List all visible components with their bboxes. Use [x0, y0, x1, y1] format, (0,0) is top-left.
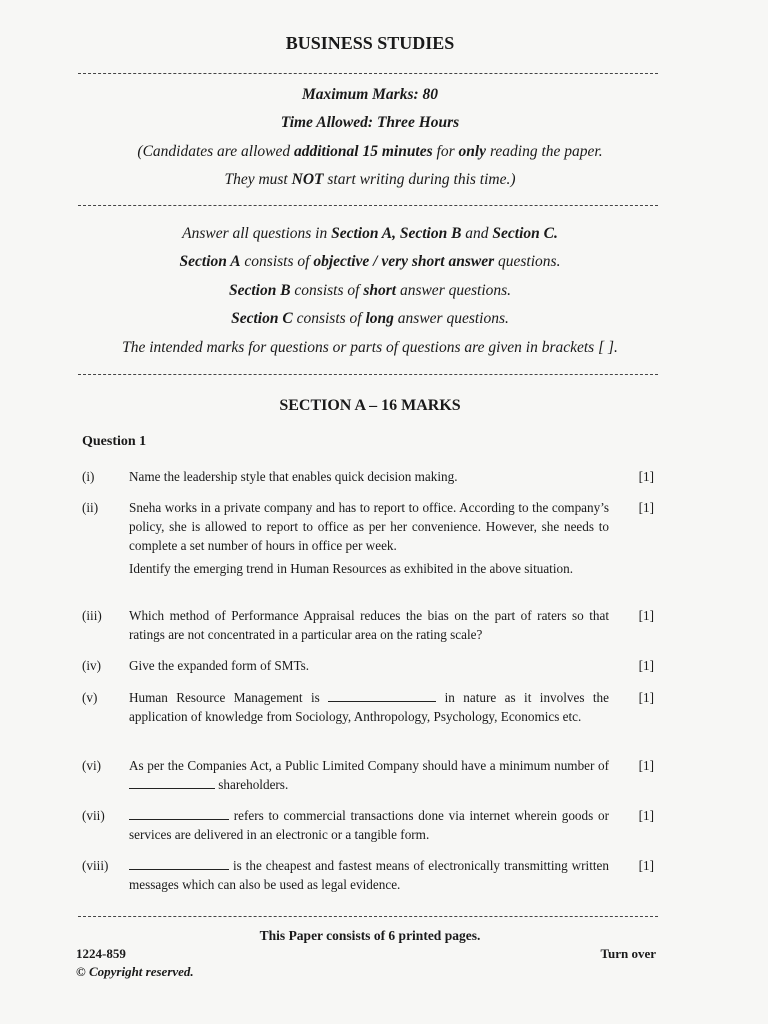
instr-part: and — [461, 225, 493, 242]
divider — [78, 205, 658, 206]
item-marks: [1] — [638, 500, 654, 515]
item-text-post: refers to commercial transactions done via internet wherein goods or services are delivered in an electronic or a tangible form. — [129, 808, 609, 842]
instr-part: consists of — [240, 253, 314, 270]
item-text — [129, 688, 609, 726]
answer-blank — [328, 689, 436, 702]
answer-blank — [129, 807, 229, 820]
item-text-pre: As per the Companies Act, a Public Limited Company should have a minimum number of — [129, 758, 609, 773]
answer-blank — [129, 776, 215, 789]
divider — [78, 916, 658, 917]
instruction-line-2 — [60, 253, 680, 271]
instr-emphasis: short — [363, 282, 397, 299]
item-number: (ii) — [82, 500, 99, 515]
pages-note: This Paper consists of 6 printed pages. — [259, 928, 481, 943]
item-text-post: shareholders. — [215, 777, 289, 792]
divider — [78, 374, 658, 375]
note-part: They must — [224, 171, 292, 188]
instr-emphasis: objective / very short answer — [313, 253, 495, 270]
item-text — [129, 806, 609, 844]
note-emphasis: only — [458, 143, 487, 160]
item-number: (v) — [82, 690, 98, 705]
item-number: (iii) — [82, 608, 102, 623]
item-paragraph: Sneha works in a private company and has to report to office. According to the company’s policy, she is allowed to report to office as per her convenience. However, she needs to complete a set number of hours in office per week. — [129, 500, 609, 553]
instr-emphasis: Section A — [179, 253, 241, 270]
item-text-post: is the cheapest and fastest means of electronically transmitting written messages which can also be used as legal evidence. — [129, 858, 609, 892]
item-marks: [1] — [638, 658, 654, 673]
turn-over-label: Turn over — [600, 946, 656, 961]
instr-emphasis: Section A, Section B — [331, 225, 462, 242]
instr-part: consists of — [292, 310, 366, 327]
item-text-pre: Human Resource Management is — [129, 690, 329, 705]
paper-title: BUSINESS STUDIES — [285, 33, 455, 53]
divider — [78, 73, 658, 74]
item-text — [129, 498, 609, 578]
item-text-post: in nature as it involves the application of knowledge from Sociology, Anthropology, Psychology, Economics etc. — [129, 690, 609, 724]
note-part: reading the paper. — [486, 143, 603, 160]
note-part: (Candidates are allowed — [137, 143, 294, 160]
item-number: (viii) — [82, 858, 109, 873]
time-allowed: Time Allowed: Three Hours — [280, 114, 460, 131]
item-text: Which method of Performance Appraisal reduces the bias on the part of raters so that ratings are not concentrated in a particular area on the rating scale? — [129, 608, 609, 642]
item-number: (vi) — [82, 758, 102, 773]
note-part: for — [432, 143, 459, 160]
item-number: (iv) — [82, 658, 102, 673]
paper-code: 1224-859 — [76, 946, 126, 961]
note-emphasis: additional 15 minutes — [293, 143, 433, 160]
item-number: (i) — [82, 469, 95, 484]
instr-part: Answer all questions in — [182, 225, 332, 242]
instr-part: answer questions. — [393, 310, 509, 327]
copyright-notice: © Copyright reserved. — [76, 964, 194, 979]
item-marks: [1] — [638, 758, 654, 773]
instr-emphasis: Section C — [231, 310, 293, 327]
item-marks: [1] — [638, 469, 654, 484]
instruction-line-3 — [60, 282, 680, 300]
section-title: SECTION A – 16 MARKS — [279, 397, 461, 414]
item-marks: [1] — [638, 608, 654, 623]
item-text: Give the expanded form of SMTs. — [129, 658, 310, 673]
instr-emphasis: long — [365, 310, 394, 327]
instr-part: consists of — [290, 282, 364, 299]
note-emphasis: NOT — [291, 171, 324, 188]
item-marks: [1] — [638, 858, 654, 873]
instr-emphasis: Section C. — [492, 225, 558, 242]
instruction-line-4 — [60, 310, 680, 328]
item-text — [129, 856, 609, 894]
item-number: (vii) — [82, 808, 105, 823]
item-marks: [1] — [638, 808, 654, 823]
item-text — [129, 756, 609, 794]
question-heading: Question 1 — [82, 434, 147, 449]
note-part: start writing during this time.) — [323, 171, 516, 188]
instruction-line-5: The intended marks for questions or parts of questions are given in brackets [ ]. — [122, 339, 618, 356]
answer-blank — [129, 857, 229, 870]
reading-time-note — [60, 143, 680, 161]
no-writing-note — [60, 171, 680, 189]
item-paragraph: Identify the emerging trend in Human Resources as exhibited in the above situation. — [129, 561, 573, 576]
item-marks: [1] — [638, 690, 654, 705]
item-text: Name the leadership style that enables quick decision making. — [129, 469, 458, 484]
instr-part: answer questions. — [396, 282, 512, 299]
max-marks: Maximum Marks: 80 — [301, 86, 439, 103]
instr-emphasis: Section B — [228, 282, 291, 299]
instruction-line-1 — [60, 225, 680, 243]
instr-part: questions. — [494, 253, 561, 270]
